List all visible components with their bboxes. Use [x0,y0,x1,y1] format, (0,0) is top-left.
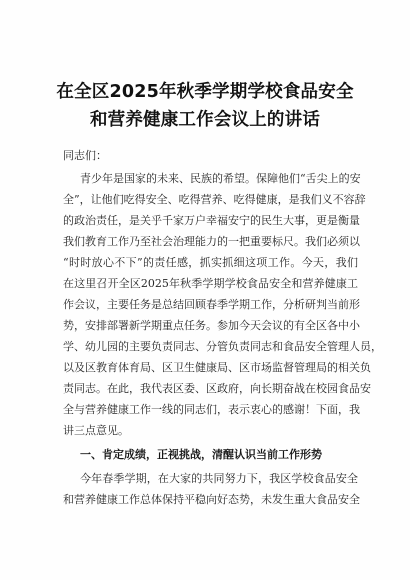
paragraph-line: 责同志。在此，我代表区委、区政府，向长期奋战在校园食品安 [63,382,371,395]
paragraph-line: “时时放心不下”的责任感，抓实抓细这项工作。今天，我们 [63,256,358,269]
document-title [0,78,410,134]
paragraph-line: 以及区教育体育局、区卫生健康局、区市场监督管理局的相关负 [63,361,371,374]
salutation: 同志们： [63,149,107,162]
paragraph-line: 我们教育工作乃至社会治理能力的一把重要标尺。我们必须以 [63,235,360,248]
title-line: 和营养健康工作会议上的讲话 [89,110,321,130]
title-line: 在全区2025年秋季学期学校食品安全 [56,82,354,102]
paragraph-line: 全”，让他们吃得安全、吃得营养、吃得健康，是我们义不容辞 [63,193,366,206]
paragraph-line: 学、幼儿园的主要负责同志、分管负责同志和食品安全管理人员， [63,340,382,353]
paragraph-line: 作会议，主要任务是总结回顾春季学期工作，分析研判当前形 [63,298,360,311]
paragraph-line: 势，安排部署新学期重点任务。参加今天会议的有全区各中小 [63,319,360,332]
section-heading: 一、肯定成绩，正视挑战，清醒认识当前工作形势 [80,448,322,461]
paragraph-line: 讲三点意见。 [63,424,129,437]
paragraph-line: 的政治责任，是关乎千家万户幸福安宁的民生大事，更是衡量 [63,214,360,227]
paragraph-line: 和营养健康工作总体保持平稳向好态势，未发生重大食品安全 [63,493,360,506]
paragraph-line: 青少年是国家的未来、民族的希望。保障他们“舌尖上的安 [80,172,361,185]
paragraph-line: 今年春季学期，在大家的共同努力下，我区学校食品安全 [80,472,358,485]
paragraph-line: 在这里召开全区2025年秋季学期学校食品安全和营养健康工 [63,277,358,290]
paragraph-line: 全与营养健康工作一线的同志们，表示衷心的感谢！下面，我 [63,403,360,416]
